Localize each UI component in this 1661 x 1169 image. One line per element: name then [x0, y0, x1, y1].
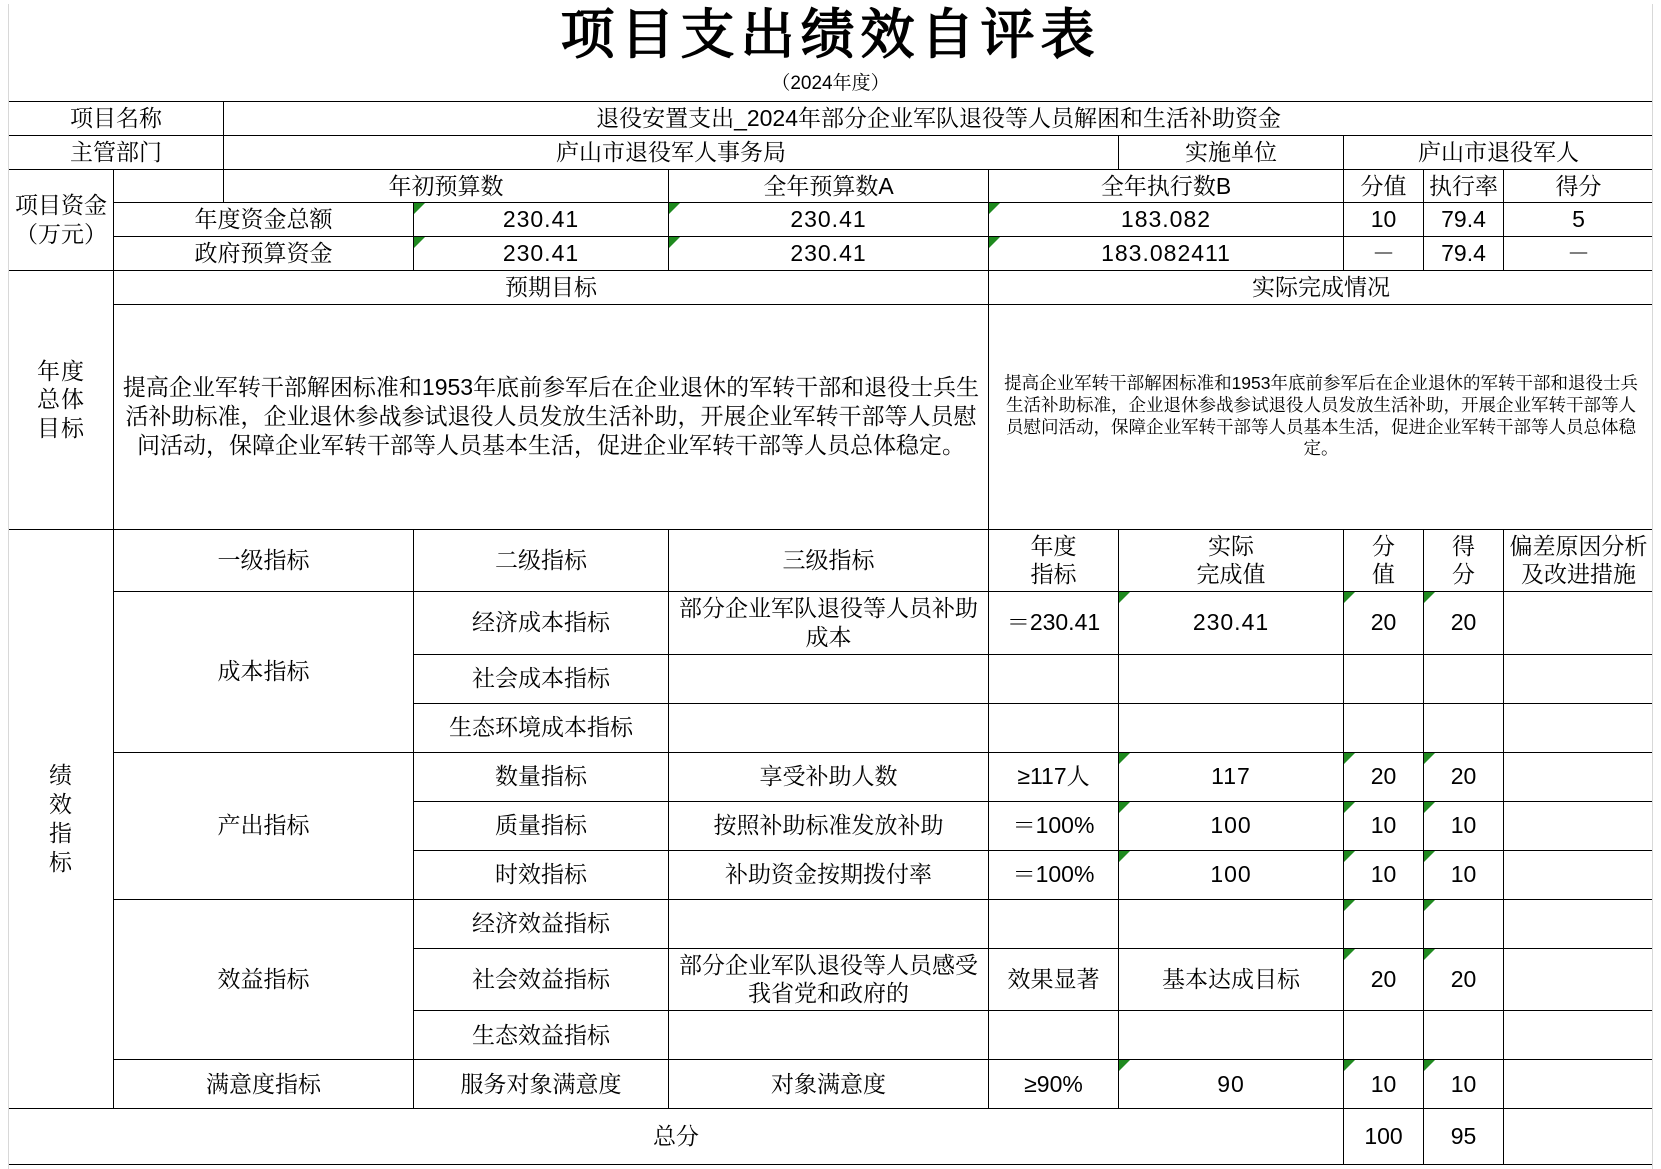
indicator-score-value: 20 — [1344, 752, 1424, 801]
funds-label-line2: （万元） — [15, 220, 107, 247]
overall-actual-header: 实际完成情况 — [989, 270, 1654, 304]
funds-score-value: － — [1344, 237, 1424, 271]
table-row-indicator — [9, 592, 1654, 655]
funds-year-budget: 230.41 — [669, 237, 989, 271]
indicator-actual: 90 — [1119, 1060, 1344, 1109]
indicator-level3: 对象满意度 — [669, 1060, 989, 1109]
indicator-level1: 满意度指标 — [114, 1060, 414, 1109]
indicator-level2: 生态效益指标 — [414, 1011, 669, 1060]
indicators-label: 绩 效 指 标 — [9, 529, 114, 1109]
indicator-score-value — [1344, 654, 1424, 703]
total-label: 总分 — [9, 1109, 1344, 1165]
indicator-deviation — [1504, 801, 1654, 850]
indicator-level3: 享受补助人数 — [669, 752, 989, 801]
table-row-indicator-header — [9, 529, 1654, 592]
overall-expected-header: 预期目标 — [114, 270, 989, 304]
table-row-overall-header — [9, 270, 1654, 304]
indicator-level1: 效益指标 — [114, 899, 414, 1060]
indicator-level3: 部分企业军队退役等人员补助成本 — [669, 592, 989, 655]
indicator-annual — [989, 1011, 1119, 1060]
funds-col-year-budget: 全年预算数A — [669, 169, 989, 203]
indicator-score: 10 — [1424, 1060, 1504, 1109]
funds-begin-budget: 230.41 — [414, 203, 669, 237]
indicator-level3 — [669, 703, 989, 752]
indicator-annual — [989, 899, 1119, 948]
indicator-level2: 社会成本指标 — [414, 654, 669, 703]
indicator-deviation — [1504, 1060, 1654, 1109]
implementing-unit-value: 庐山市退役军人 — [1344, 135, 1654, 169]
indicator-level2: 经济成本指标 — [414, 592, 669, 655]
indicator-score — [1424, 654, 1504, 703]
indicator-score: 10 — [1424, 850, 1504, 899]
col-annual: 年度 指标 — [989, 529, 1119, 592]
project-name-label: 项目名称 — [9, 102, 224, 136]
indicator-score-value: 10 — [1344, 1060, 1424, 1109]
project-name-value: 退役安置支出_2024年部分企业军队退役等人员解困和生活补助资金 — [224, 102, 1654, 136]
funds-col-score: 得分 — [1504, 169, 1654, 203]
total-score: 95 — [1424, 1109, 1504, 1165]
indicator-score: 20 — [1424, 752, 1504, 801]
funds-col-year-exec: 全年执行数B — [989, 169, 1344, 203]
indicator-level2: 质量指标 — [414, 801, 669, 850]
funds-begin-budget: 230.41 — [414, 237, 669, 271]
indicator-level2: 时效指标 — [414, 850, 669, 899]
funds-label — [9, 169, 114, 270]
overall-actual-text: 提高企业军转干部解困标准和1953年底前参军后在企业退休的军转干部和退役士兵生活补助标准，企业退休参战参试退役人员发放生活补助，开展企业军转干部等人员慰问活动，保障企业军转干部等人员基本生活，促进企业军转干部等人员总体稳定。 — [989, 304, 1654, 529]
indicator-actual — [1119, 654, 1344, 703]
funds-year-exec: 183.082 — [989, 203, 1344, 237]
indicator-deviation — [1504, 752, 1654, 801]
indicator-score-value — [1344, 899, 1424, 948]
indicator-level2: 生态环境成本指标 — [414, 703, 669, 752]
indicator-deviation — [1504, 850, 1654, 899]
indicator-level1: 产出指标 — [114, 752, 414, 899]
funds-row-name: 政府预算资金 — [114, 237, 414, 271]
indicator-score-value: 10 — [1344, 850, 1424, 899]
page-subtitle: （2024年度） — [771, 73, 890, 95]
indicator-level2: 社会效益指标 — [414, 948, 669, 1011]
indicator-actual — [1119, 899, 1344, 948]
indicator-actual — [1119, 703, 1344, 752]
indicator-score — [1424, 1011, 1504, 1060]
col-score-value: 分 值 — [1344, 529, 1424, 592]
funds-exec-rate: 79.4 — [1424, 237, 1504, 271]
indicator-actual: 100 — [1119, 850, 1344, 899]
page-title: 项目支出绩效自评表 — [560, 5, 1101, 65]
overall-goal-label: 年度 总体 目标 — [9, 270, 114, 529]
funds-score-value: 10 — [1344, 203, 1424, 237]
indicator-score-value — [1344, 703, 1424, 752]
indicator-actual: 230.41 — [1119, 592, 1344, 655]
indicator-score — [1424, 703, 1504, 752]
funds-score: 5 — [1504, 203, 1654, 237]
funds-year-budget: 230.41 — [669, 203, 989, 237]
table-row-funds-header — [9, 169, 1654, 203]
funds-col-exec-rate: 执行率 — [1424, 169, 1504, 203]
funds-col-score-value: 分值 — [1344, 169, 1424, 203]
indicator-actual: 基本达成目标 — [1119, 948, 1344, 1011]
table-row-overall-content — [9, 304, 1654, 529]
table-row-indicator — [9, 899, 1654, 948]
indicator-annual: ＝230.41 — [989, 592, 1119, 655]
department-value: 庐山市退役军人事务局 — [224, 135, 1119, 169]
indicator-deviation — [1504, 592, 1654, 655]
performance-self-evaluation-table — [8, 101, 1654, 1165]
indicator-level3 — [669, 899, 989, 948]
table-row-project-name — [9, 102, 1654, 136]
total-deviation — [1504, 1109, 1654, 1165]
indicator-score: 10 — [1424, 801, 1504, 850]
indicator-score: 20 — [1424, 948, 1504, 1011]
indicator-score-value: 20 — [1344, 592, 1424, 655]
indicator-actual — [1119, 1011, 1344, 1060]
document-page — [0, 4, 1661, 1169]
indicator-score-value: 20 — [1344, 948, 1424, 1011]
indicator-score-value — [1344, 1011, 1424, 1060]
indicator-actual: 117 — [1119, 752, 1344, 801]
department-label: 主管部门 — [9, 135, 224, 169]
funds-row-name: 年度资金总额 — [114, 203, 414, 237]
indicator-level1: 成本指标 — [114, 592, 414, 753]
col-deviation: 偏差原因分析 及改进措施 — [1504, 529, 1654, 592]
col-actual: 实际 完成值 — [1119, 529, 1344, 592]
indicator-deviation — [1504, 948, 1654, 1011]
funds-score: － — [1504, 237, 1654, 271]
table-row-indicator — [9, 1060, 1654, 1109]
indicator-level3: 部分企业军队退役等人员感受我省党和政府的 — [669, 948, 989, 1011]
indicator-annual: ≥90% — [989, 1060, 1119, 1109]
funds-col-begin-budget: 年初预算数 — [224, 169, 669, 203]
indicator-deviation — [1504, 899, 1654, 948]
indicator-annual: ＝100% — [989, 801, 1119, 850]
indicator-score — [1424, 899, 1504, 948]
col-level1: 一级指标 — [114, 529, 414, 592]
funds-label-line1: 项目资金 — [15, 191, 107, 218]
indicator-level3 — [669, 1011, 989, 1060]
indicator-level2: 服务对象满意度 — [414, 1060, 669, 1109]
table-row-total — [9, 1109, 1654, 1165]
table-row-indicator — [9, 752, 1654, 801]
indicator-deviation — [1504, 703, 1654, 752]
indicator-level3: 补助资金按期拨付率 — [669, 850, 989, 899]
funds-col-blank — [114, 169, 224, 203]
indicator-score: 20 — [1424, 592, 1504, 655]
indicator-level3: 按照补助标准发放补助 — [669, 801, 989, 850]
funds-year-exec: 183.082411 — [989, 237, 1344, 271]
indicator-deviation — [1504, 654, 1654, 703]
indicator-annual: ≥117人 — [989, 752, 1119, 801]
total-score-value: 100 — [1344, 1109, 1424, 1165]
overall-expected-text: 提高企业军转干部解困标准和1953年底前参军后在企业退休的军转干部和退役士兵生活补助标准，企业退休参战参试退役人员发放生活补助，开展企业军转干部等人员慰问活动，保障企业军转干部等人员基本生活，促进企业军转干部等人员总体稳定。 — [114, 304, 989, 529]
indicator-annual: ＝100% — [989, 850, 1119, 899]
indicator-annual — [989, 703, 1119, 752]
indicator-annual — [989, 654, 1119, 703]
indicator-annual: 效果显著 — [989, 948, 1119, 1011]
indicator-level2: 数量指标 — [414, 752, 669, 801]
funds-exec-rate: 79.4 — [1424, 203, 1504, 237]
col-level3: 三级指标 — [669, 529, 989, 592]
indicator-level2: 经济效益指标 — [414, 899, 669, 948]
col-level2: 二级指标 — [414, 529, 669, 592]
table-row-funds-total — [9, 203, 1654, 237]
table-row-funds-gov-budget — [9, 237, 1654, 271]
col-score: 得 分 — [1424, 529, 1504, 592]
implementing-unit-label: 实施单位 — [1119, 135, 1344, 169]
indicator-level3 — [669, 654, 989, 703]
indicator-deviation — [1504, 1011, 1654, 1060]
indicator-actual: 100 — [1119, 801, 1344, 850]
table-row-department — [9, 135, 1654, 169]
indicator-score-value: 10 — [1344, 801, 1424, 850]
